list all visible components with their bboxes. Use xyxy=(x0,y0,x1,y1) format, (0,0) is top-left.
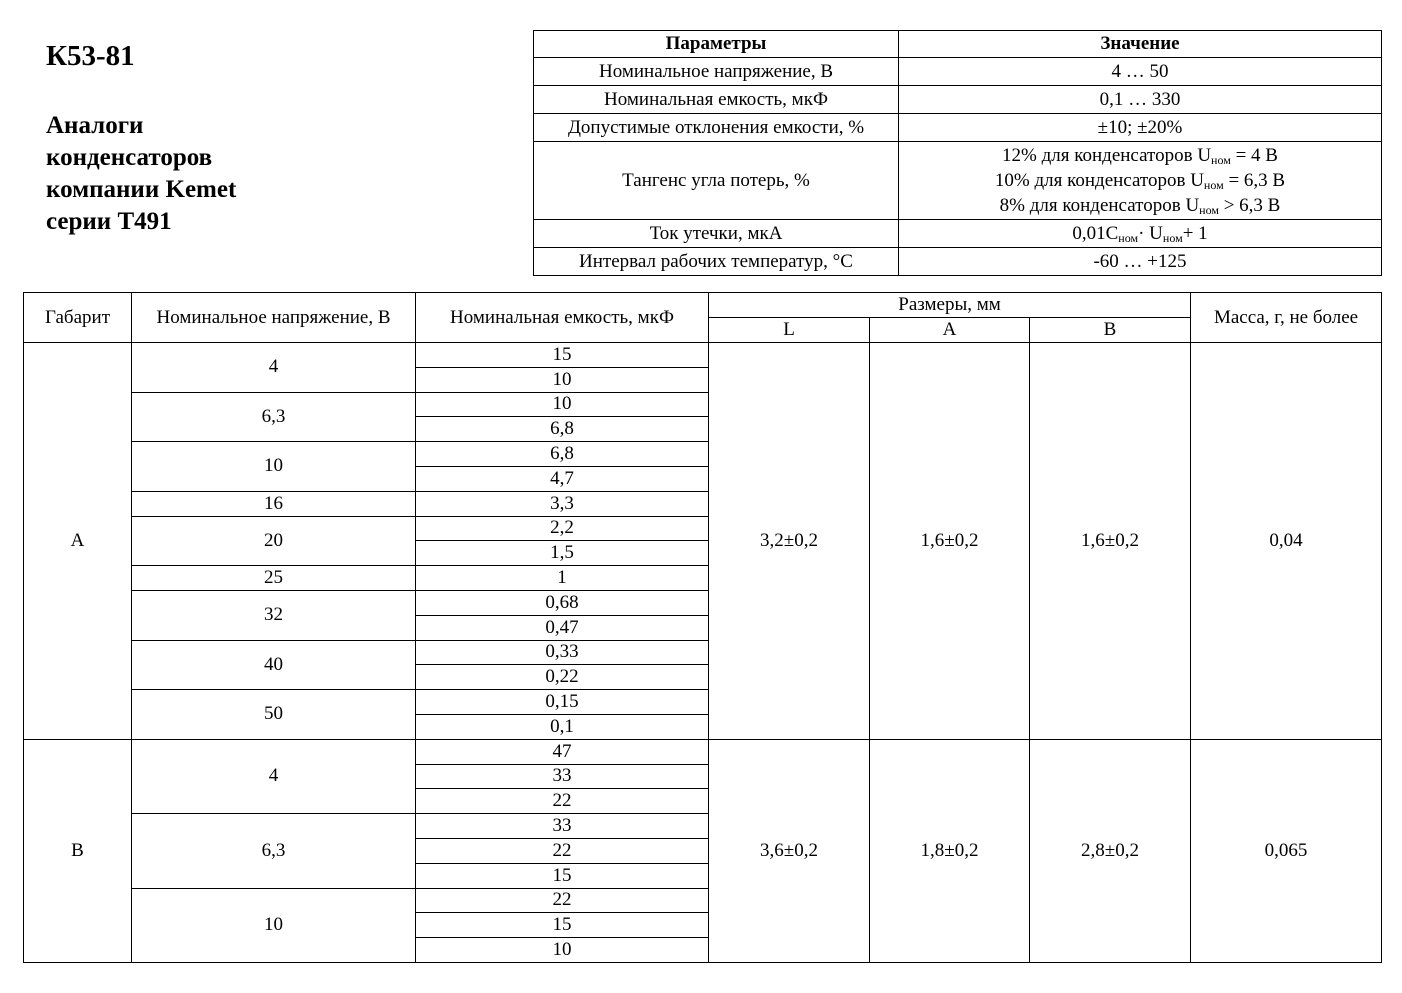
param-header: Параметры xyxy=(534,31,899,58)
dimension-B-cell: 2,8±0,2 xyxy=(1030,739,1191,962)
capacitance-cell: 6,8 xyxy=(416,442,709,467)
tan-line: 8% для конденсаторов $U_{ном} > 6,3$ В xyxy=(999,195,1281,217)
subtitle-line: серии Т491 xyxy=(46,208,172,235)
capacitance-cell: 15 xyxy=(416,343,709,368)
table-row xyxy=(24,739,1382,764)
header-row xyxy=(24,293,1382,318)
capacitance-cell: 33 xyxy=(416,764,709,789)
capacitance-cell: 3,3 xyxy=(416,491,709,516)
param-name: Допустимые отклонения емкости, % xyxy=(534,114,899,142)
capacitance-cell: 22 xyxy=(416,838,709,863)
dimension-B-cell: 1,6±0,2 xyxy=(1030,343,1191,740)
mass-cell: 0,065 xyxy=(1191,739,1382,962)
param-name: Номинальная емкость, мкФ xyxy=(534,86,899,114)
param-name: Номинальное напряжение, В xyxy=(534,58,899,86)
param-row xyxy=(534,86,1382,114)
value-header: Значение xyxy=(899,31,1382,58)
mass-cell: 0,04 xyxy=(1191,343,1382,740)
voltage-cell: 4 xyxy=(132,739,416,813)
voltage-cell: 20 xyxy=(132,516,416,566)
dimension-A-cell: 1,8±0,2 xyxy=(870,739,1030,962)
voltage-cell: 50 xyxy=(132,690,416,740)
voltage-cell: 16 xyxy=(132,491,416,516)
header-dimensions: Размеры, мм xyxy=(709,293,1191,318)
capacitance-cell: 22 xyxy=(416,888,709,913)
header-capacitance: Номинальная емкость, мкФ xyxy=(416,293,709,343)
param-name: Интервал рабочих температур, °С xyxy=(534,248,899,276)
capacitance-cell: 2,2 xyxy=(416,516,709,541)
voltage-cell: 4 xyxy=(132,343,416,393)
table-row xyxy=(24,343,1382,368)
param-value-leak: $0,01C_{ном}\cdot U_{ном}+ 1$ xyxy=(899,220,1382,248)
capacitance-cell: 1 xyxy=(416,566,709,591)
dimension-A-cell: 1,6±0,2 xyxy=(870,343,1030,740)
capacitance-cell: 10 xyxy=(416,392,709,417)
dimension-L-cell: 3,6±0,2 xyxy=(709,739,870,962)
header-size: Габарит xyxy=(24,293,132,343)
header-voltage: Номинальное напряжение, В xyxy=(132,293,416,343)
param-row xyxy=(534,142,1382,220)
header-mass: Масса, г, не более xyxy=(1191,293,1382,343)
capacitance-cell: 33 xyxy=(416,814,709,839)
voltage-cell: 10 xyxy=(132,442,416,492)
capacitance-cell: 0,22 xyxy=(416,665,709,690)
capacitance-cell: 22 xyxy=(416,789,709,814)
size-cell: А xyxy=(24,343,132,740)
subtitle-line: компании Kemet xyxy=(46,176,237,203)
parameters-header-row xyxy=(534,31,1382,58)
capacitor-table-body xyxy=(24,343,1382,963)
header-B: B xyxy=(1030,318,1191,343)
capacitance-cell: 10 xyxy=(416,938,709,963)
document-title: К53-81 xyxy=(46,40,135,72)
capacitance-cell: 0,15 xyxy=(416,690,709,715)
voltage-cell: 6,3 xyxy=(132,814,416,888)
capacitance-cell: 6,8 xyxy=(416,417,709,442)
dimension-L-cell: 3,2±0,2 xyxy=(709,343,870,740)
param-value: -60 … +125 xyxy=(899,248,1382,276)
voltage-cell: 32 xyxy=(132,590,416,640)
voltage-cell: 25 xyxy=(132,566,416,591)
subtitle-line: Аналоги xyxy=(46,112,144,139)
param-name: Ток утечки, мкА xyxy=(534,220,899,248)
parameters-table xyxy=(533,30,1382,276)
header-L: L xyxy=(709,318,870,343)
voltage-cell: 40 xyxy=(132,640,416,690)
param-value: 4 … 50 xyxy=(899,58,1382,86)
size-cell: В xyxy=(24,739,132,962)
capacitance-cell: 0,68 xyxy=(416,590,709,615)
capacitance-cell: 0,33 xyxy=(416,640,709,665)
capacitance-cell: 10 xyxy=(416,367,709,392)
param-value-tan xyxy=(899,142,1382,220)
param-name: Тангенс угла потерь, % xyxy=(534,142,899,220)
param-value: ±10; ±20% xyxy=(899,114,1382,142)
capacitor-table xyxy=(23,292,1382,963)
param-row xyxy=(534,114,1382,142)
param-value: 0,1 … 330 xyxy=(899,86,1382,114)
capacitance-cell: 4,7 xyxy=(416,466,709,491)
param-row xyxy=(534,220,1382,248)
header-A: A xyxy=(870,318,1030,343)
subtitle-line: конденсаторов xyxy=(46,144,213,171)
param-row xyxy=(534,248,1382,276)
capacitance-cell: 0,47 xyxy=(416,615,709,640)
voltage-cell: 10 xyxy=(132,888,416,962)
capacitance-cell: 0,1 xyxy=(416,714,709,739)
document-subtitle xyxy=(46,110,236,238)
tan-line: 10% для конденсаторов $U_{ном} = 6,3$ В xyxy=(994,170,1286,192)
param-row xyxy=(534,58,1382,86)
capacitance-cell: 15 xyxy=(416,863,709,888)
tan-line: 12% для конденсаторов $U_{ном} = 4$ В xyxy=(1002,145,1278,167)
voltage-cell: 6,3 xyxy=(132,392,416,442)
capacitance-cell: 47 xyxy=(416,739,709,764)
capacitance-cell: 15 xyxy=(416,913,709,938)
capacitance-cell: 1,5 xyxy=(416,541,709,566)
